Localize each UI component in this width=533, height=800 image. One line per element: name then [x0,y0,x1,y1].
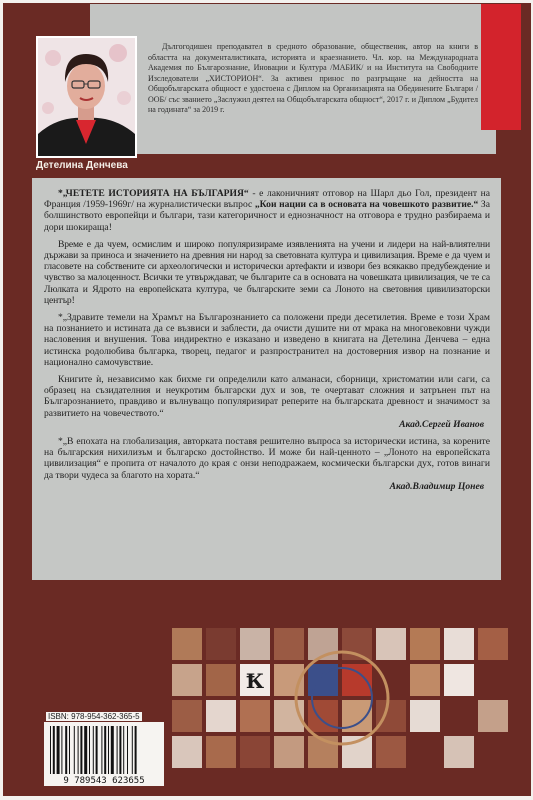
author-bio [148,42,478,116]
blurb-paragraph-5: *„В епохата на глобализация, авторката поставя решително въпроса за исторически истина, за корените на българския нихилизъм и българско достойнство. И може би най-ценното – „Лоното на европейската цивилизация“ е пропита от началото до края с онзи неподражаем, космически български дух, готов винаги да твори чудеса за благото на хората.“ Акад.Владимир Цонев [44,436,490,492]
barcode-bar [78,726,79,774]
barcode-bar [80,726,82,774]
mosaic-artwork [166,600,516,780]
author-photo [38,38,135,156]
blurb-paragraph-2: Време е да чуем, осмислим и широко популяризираме изявленията на учени и лидери на най-влиятелни държави за приноса и значението на древния ни народ за световната култура и цивилизация. Време е да чуем и гласовете на собствените си археологически и исторически артефакти и извори без всякакво предубеждение и чувство за малоценност. Всички те утвърждават, че българите са в основата на човешката цивилизация, че те са Люлката и Ядрото на европейската култура, че българските земи са Лоното на световния цивилизаторски център! [44,238,490,306]
barcode-bar [127,726,128,774]
barcode-bar [84,726,87,774]
barcode-bar [50,726,51,774]
red-accent-strip [481,4,521,130]
barcode-bar [57,726,60,774]
isbn-barcode [44,722,164,786]
barcode-bar [135,726,137,774]
blurb-paragraph-3: *„Здравите темели на Храмът на Българознанието са положени преди десетилетия. Време е този Храм на познанието и истината да се възвиси и заблести, да очисти душите ни от мрака на многовековни чужди насловения и внушения. Това индиректно е изказано и изведено в книгата на Детелина Денчева – една истинска родолюбива българка, творец, педагог и разпространител на достоверния извор на познание и национално самочувствие. [44,312,490,368]
barcode-bar [69,726,70,774]
barcode-bar [117,726,118,774]
blurb-text [44,188,490,498]
barcode-bar [111,726,114,774]
blurb-question: „Кои нации са в основата на човешкото развитие.“ [254,199,479,211]
signature-ivanov: Акад.Сергей Иванов [399,418,484,430]
blurb-lead-quote: *„ЧЕТЕТЕ ИСТОРИЯТА НА БЪЛГАРИЯ“ [58,188,249,199]
barcode-bar [89,726,90,774]
barcode-bar [101,726,102,774]
barcode-bar [93,726,94,774]
barcode-bar [65,726,67,774]
blurb-paragraph-1: *„ЧЕТЕТЕ ИСТОРИЯТА НА БЪЛГАРИЯ“ - е лаконичният отговор на Шарл дьо Гол, президент на Франция /1959-1969г/ на журналистически въпрос „Кои нации са в основата на човешкото развитие.“ За болшинството европейци и българи, тази категоричност и еднозначност на отговора е трудно разбираема и дори шокираща! [44,188,491,233]
barcode-digits: 9 789543 623655 [63,776,145,786]
barcode-bar [61,726,62,774]
barcode-bar [104,726,106,774]
barcode-bar [53,726,55,774]
blurb-paragraph-4: Книгите ѝ, независимо как бихме ги определили като алманаси, сборници, христоматии или саги, са образец на съзидателния и неукротим български дух и зов, те очертават сложния и затрънен път на Българознанието, правдиво и вълнуващо популяризират реперите на българската древност и значимост за развитието на човечеството.“ Акад.Сергей Иванов [44,374,490,430]
barcode-bars [50,726,137,774]
publisher-logo-icon: Ꝁ [245,669,265,693]
barcode-bar [119,726,121,774]
barcode-bar [132,726,133,774]
author-name: Детелина Денчева [36,160,128,171]
isbn-label: ISBN: 978-954-362-365-5 [48,712,140,721]
author-bio-text: Дългогодишен преподавател в средното образование, общественик, автор на книги в областта на документалистиката, историята и краезнанието. Чл. кор. на Международната Академия по Българознание, Иновации и Култура /МАБИК/ и на Института на Свободните Изследователи „ХИСТОРИОН“. За активен принос по разгръщане на дейността на Общобългарската общност е удостоена с Диплом на Организацията на Обединените Българи /ООБ/ със званието „Заслужил деятел на Общобългарската общност“, 2017 г. и Диплом „Будител на годината“ за 2019 г. [148,42,478,114]
barcode-bar [108,726,109,774]
barcode-bar [123,726,124,774]
signature-tsonev: Акад.Владимир Цонев [389,480,484,492]
barcode-bar [74,726,75,774]
barcode-bar [96,726,98,774]
